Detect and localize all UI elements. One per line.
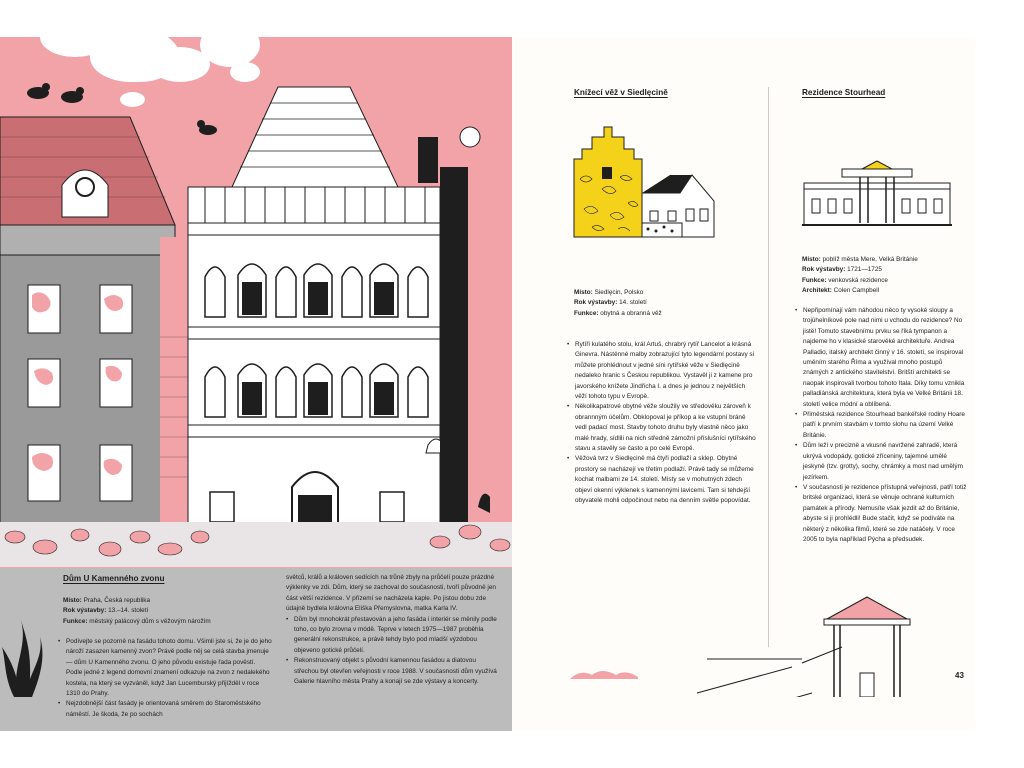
meta-row: Funkce: obytná a obranná věž [574,309,662,317]
bottom-decoration [512,577,975,697]
stone-bell-house-illustration [0,37,512,577]
paragraph: • Rekonstruovaný objekt s původní kamennou fasádou a diatovou střechou byl otevřen veřejnosti v roce 1988. V současnosti dům využívá Galerie hlavního města Prahy a konají se zde výstavy a koncerty. [286,656,498,687]
paragraph: • Podívejte se pozorně na fasádu tohoto domu. Všimli jste si, že je do jeho nároží zasazen kamenný zvon? Právě podle něj se celá stavba jmenuje — dům U Kamenného zvonu. O jeho původu existuje řada pověstí. Podle jedné z legend domovní znamení odkazuje na zvon z nedalekého kostela, na který se vyzváněl, když Jan Lucemburský přijížděl v roce 1310 do Prahy. [58,637,273,699]
stourhead-title: Rezidence Stourhead [802,88,886,97]
paragraph: • Několikapatrové obytné věže sloužily ve středověku zároveň k obrannným účelům. Obklopoval je příkop a ke vstupní bráně vedl padací most. Stavby tohoto druhu byly vlastně něco jako malé hrady, sídlili na nich středně zámožní příslušníci rytířského stavu a stavěly se často a po celé Evropě. [567,402,757,454]
tower-title: Knížecí věž v Siedlęcině [574,88,668,97]
left-meta [63,596,273,627]
paragraph: • Rytíři kulatého stolu, král Artuš, chrabrý rytíř Lancelot a krásná Ginevra. Nástěnné malby zobrazující tyto legendární postavy si můžete prohlédnout v jedné síni rytířské věže v Siedlęcině nedaleko hranic s Českou republikou. Vystavěl ji z kamene pro javorského knížete Jindřicha I. a dnes je jednou z největších věží tohoto typu v Evropě. [567,340,757,402]
paragraph: • Věžová tvrz v Siedlęcině má čtyři podlaží a sklep. Obytné prostory se nacházejí ve třetím podlaží. Právě tady se můžeme kochat malbami ze 14. století. Místy se v mohutných zdech objeví okenní výklenek s kamennými lavicemi. Tam si tehdejší obyvatelé mohli odpočinout nebo na denním světle popovídat. [567,454,757,506]
column-divider [768,87,769,647]
stourhead-illustration [802,159,952,229]
plant-illustration [0,577,50,697]
paragraph: • Nejzdobnější část fasády je orientovaná směrem do Staroměstského náměstí. Je škoda, že po sochách [58,699,273,720]
meta-row: Architekt: Colen Campbell [802,287,880,295]
meta-row: Místo: poblíž města Mere, Velká Británie [802,256,918,263]
left-title: Dům U Kamenného zvonu [63,574,165,583]
meta-row: Funkce: venkovská rezidence [802,276,888,284]
left-col2 [286,573,498,687]
meta-row: Rok výstavby: 1721—1725 [802,266,882,274]
meta-row: Funkce: městský palácový dům s věžovým nárožím [63,617,211,625]
meta-row: Rok výstavby: 13.–14. století [63,607,149,615]
left-page [0,37,512,731]
paragraph: světců, králů a královen sedících na trůně zbyly na průčelí pouze prázdné výklenky ve zdi. Dům, který se zachoval do současnosti, tvoří původně jen část větší rezidence. V přízemí se nacházela kaple. Po jistou dobu zde údajně bydlela královna Eliška Přemyslovna, matka Karla IV. [286,574,496,613]
paragraph: • Dům leží v precizně a vkusně navržené zahradě, která ukrývá vodopády, gotické zříceniny, tajemné umělé jeskyně (tzv. grotty), sochy, chrámky a most nad umělým jezírkem. [795,441,967,483]
paragraph: • Přiměstská rezidence Stourhead bankéřské rodiny Hoare patří k prvním stavbám v tomto slohu na území Velké Británie. [795,410,967,441]
paragraph: • V současnosti je rezidence přístupná veřejnosti, patří totiž britské organizaci, která se věnuje ochraně kulturních památek a přírody. Nemusíte však jezdit až do Británie, abyste si ji prohlédli! Bude stačit, když se podíváte na některý z několika filmů, které se zde natáčely. V roce 2005 to byla například Pýcha a předsudek. [795,483,967,545]
tower-meta [574,288,759,319]
paragraph: • Dům byl mnohokrát přestavován a jeho fasáda i interiér se měnily podle toho, co bylo zrovna v módě. Teprve v letech 1975—1987 proběhla generální rekonstrukce, a právě tehdy bylo pod mladší výzdobou objeveno gotické průčelí. [286,615,498,657]
page-number: 43 [955,671,964,680]
left-col1 [58,637,273,720]
stourhead-text [795,306,967,545]
meta-row: Rok výstavby: 14. století [574,299,647,307]
siedlecin-tower-illustration [572,119,722,249]
meta-row: Místo: Praha, Česká republika [63,597,151,604]
right-page [512,37,975,731]
stourhead-meta [802,255,967,297]
paragraph: • Nepřipomínají vám náhodou něco ty vysoké sloupy a trojúhelníkové pole nad nimi u vchodu do rezidence? No jistě! Tomuto stavebnímu prvku se říká tympanon a najdeme ho v klasické starověké architektuře. Andrea Palladio, italský architekt činný v 16. století, se inspiroval uměním starého Říma a využíval mnoho postupů známých z antického stavitelství. Britští architekti se naopak inspirovali tvorbou tohoto Itala. Díky tomu vznikla palladiánská architektura, která byla ve Velké Británii 18. století velice módní a oblíbená. [795,306,967,410]
meta-row: Místo: Siedlęcin, Polsko [574,289,644,296]
tower-text [567,340,757,507]
